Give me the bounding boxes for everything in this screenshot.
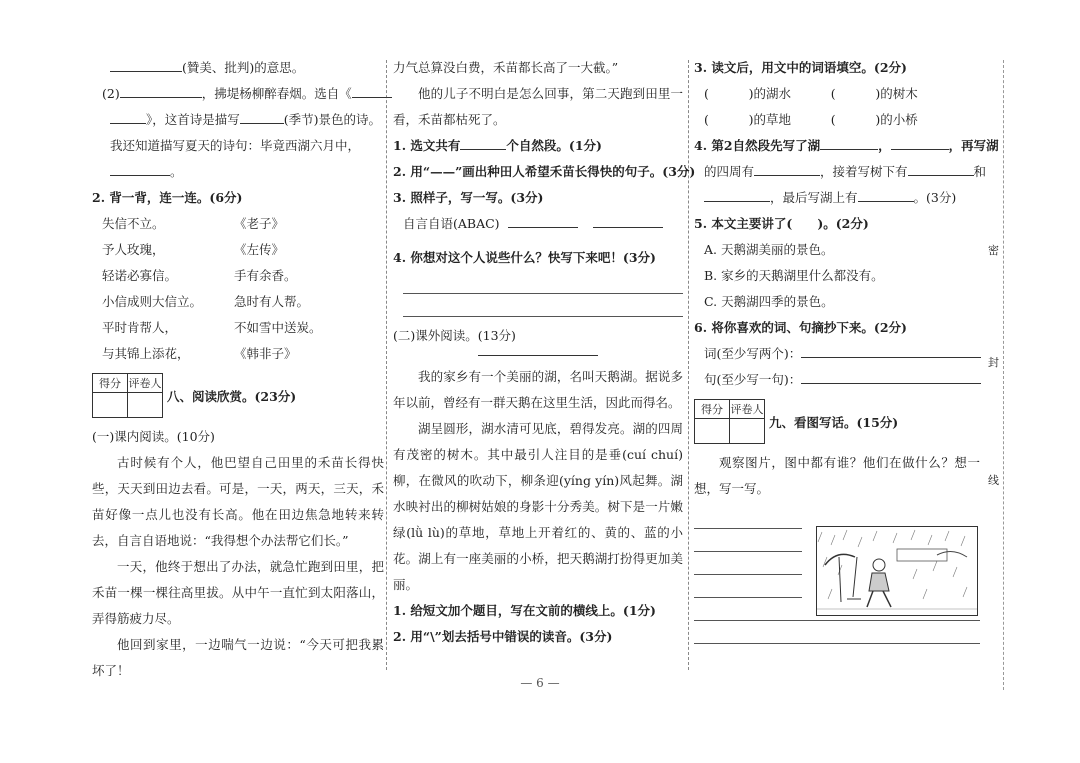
match-pairs bbox=[92, 211, 384, 367]
text-line: (2) ，拂堤杨柳醉春烟。选自《 bbox=[92, 81, 384, 107]
fill-row: ( )的草地 ( )的小桥 bbox=[704, 112, 918, 127]
match-right[interactable]: 急时有人帮。 bbox=[234, 294, 310, 309]
match-row bbox=[92, 263, 384, 289]
reviewer-label: 评卷人 bbox=[128, 374, 163, 393]
passage-paragraph: 一天，他终于想出了办法，就急忙跑到田里，把禾苗一棵一棵往高里拔。从中午一直忙到太阳落山，弄得筋疲力尽。 bbox=[92, 559, 384, 626]
question-5: 5. 本文主要讲了( )。(2分) bbox=[694, 216, 869, 231]
answer-blank[interactable] bbox=[110, 57, 182, 72]
match-right[interactable]: 不如雪中送炭。 bbox=[234, 320, 322, 335]
reviewer-cell[interactable] bbox=[128, 393, 163, 418]
answer-line[interactable] bbox=[694, 506, 802, 529]
question-4: 4. 第2自然段先写了湖 ， ，再写湖 bbox=[694, 133, 986, 159]
match-left[interactable]: 与其锦上添花， bbox=[102, 346, 190, 361]
match-left[interactable]: 小信成则大信立。 bbox=[102, 294, 203, 309]
question-3: 3. 读文后，用文中的词语填空。(2分) bbox=[694, 60, 907, 75]
match-row bbox=[92, 237, 384, 263]
answer-blank[interactable] bbox=[352, 83, 392, 98]
rain-scene-illustration bbox=[817, 527, 977, 615]
text-line: (贊美、批判)的意思。 bbox=[92, 55, 384, 81]
score-box bbox=[694, 399, 765, 444]
passage-paragraph: 他回到家里，一边喘气一边说：“今天可把我累坏了！ bbox=[92, 637, 384, 678]
question-2: 2. 背一背，连一连。(6分) bbox=[92, 190, 243, 205]
answer-line[interactable] bbox=[694, 552, 802, 575]
subsection-title: (一)课内阅读。(10分) bbox=[92, 429, 215, 444]
fill-row: ( )的湖水 ( )的树木 bbox=[704, 86, 918, 101]
column-middle bbox=[393, 55, 696, 650]
answer-blank[interactable] bbox=[240, 109, 284, 124]
answer-blank[interactable] bbox=[820, 135, 878, 150]
match-left[interactable]: 予人玫瑰， bbox=[102, 242, 165, 257]
answer-blank[interactable] bbox=[801, 369, 981, 384]
column-divider bbox=[688, 60, 689, 670]
answer-line[interactable] bbox=[403, 271, 683, 294]
question-4: 4. 你想对这个人说些什么？快写下来吧！(3分) bbox=[393, 250, 656, 265]
answer-blank[interactable] bbox=[110, 109, 146, 124]
seal-char: 密 bbox=[988, 240, 999, 260]
answer-blank[interactable] bbox=[704, 187, 770, 202]
section-9-header bbox=[694, 399, 986, 444]
passage-paragraph: 古时候有个人，他巴望自己田里的禾苗长得快些，天天到田边去看。可是，一天，两天，三天，禾苗好像一点儿也没有长高。他在田边焦急地转来转去，自言自语地说：“我得想个办法帮它们长。” bbox=[92, 455, 384, 548]
option-a[interactable]: A. 天鹅湖美丽的景色。 bbox=[704, 242, 834, 257]
column-left bbox=[92, 55, 384, 684]
answer-blank[interactable] bbox=[908, 161, 974, 176]
text-line: 。 bbox=[92, 159, 384, 185]
section-9-title: 九、看图写话。(15分) bbox=[769, 414, 899, 430]
sentence-line: 句(至少写一句)： bbox=[694, 367, 986, 393]
match-row bbox=[92, 315, 384, 341]
answer-blank[interactable] bbox=[120, 83, 202, 98]
answer-blank[interactable] bbox=[754, 161, 820, 176]
score-cell[interactable] bbox=[93, 393, 128, 418]
subsection-title: (二)课外阅读。(13分) bbox=[393, 328, 516, 343]
match-right[interactable]: 《韩非子》 bbox=[234, 346, 297, 361]
question-3: 3. 照样子，写一写。(3分) bbox=[393, 190, 544, 205]
section-8-header bbox=[92, 373, 384, 418]
answer-blank[interactable] bbox=[110, 161, 170, 176]
writing-prompt: 观察图片，图中都有谁？他们在做什么？想一想，写一写。 bbox=[694, 455, 980, 496]
seal-line bbox=[1003, 60, 1004, 690]
passage-line: 力气总算没白费，禾苗都长高了一大截。” bbox=[393, 60, 619, 75]
match-left[interactable]: 失信不立。 bbox=[102, 216, 165, 231]
writing-lines-short bbox=[694, 506, 802, 598]
reviewer-cell[interactable] bbox=[730, 419, 765, 444]
option-b[interactable]: B. 家乡的天鹅湖里什么都没有。 bbox=[704, 268, 884, 283]
match-right[interactable]: 手有余香。 bbox=[234, 268, 297, 283]
seal-char: 封 bbox=[988, 352, 999, 372]
match-left[interactable]: 轻诺必寡信。 bbox=[102, 268, 178, 283]
passage-paragraph: 他的儿子不明白是怎么回事，第二天跑到田里一看，禾苗都枯死了。 bbox=[393, 86, 683, 127]
match-row bbox=[92, 289, 384, 315]
question-6: 6. 将你喜欢的词、句摘抄下来。(2分) bbox=[694, 320, 907, 335]
word-line: 词(至少写两个)： bbox=[694, 341, 986, 367]
question-2: 2. 用“——”画出种田人希望禾苗长得快的句子。(3分) bbox=[393, 164, 696, 179]
option-c[interactable]: C. 天鹅湖四季的景色。 bbox=[704, 294, 834, 309]
text-line: 我还知道描写夏天的诗句：毕竟西湖六月中， bbox=[110, 138, 361, 153]
score-label: 得分 bbox=[93, 374, 128, 393]
answer-blank[interactable] bbox=[508, 213, 578, 228]
score-box bbox=[92, 373, 163, 418]
answer-blank[interactable] bbox=[891, 135, 949, 150]
reviewer-label: 评卷人 bbox=[730, 400, 765, 419]
column-divider bbox=[386, 60, 387, 670]
question-1: 1. 选文共有 个自然段。(1分) bbox=[393, 133, 683, 159]
text-line: 》，这首诗是描写 (季节)景色的诗。 bbox=[92, 107, 384, 133]
match-row bbox=[92, 341, 384, 367]
page-number: — 6 — bbox=[520, 676, 560, 690]
passage-paragraph: 湖呈圆形，湖水清可见底，碧得发亮。湖的四周有茂密的树木。其中最引人注目的是垂(cuí chuí)柳，在微风的吹动下，柳条迎(yíng yín)风起舞。湖水映衬出的柳树姑娘的身影十分秀美。树下是一片嫩绿(lǜ lù)的草地，草地上开着红的、黄的、蓝的小花。湖上有一座美丽的小桥，把天鹅湖打扮得更加美丽。 bbox=[393, 421, 683, 592]
answer-line[interactable] bbox=[694, 529, 802, 552]
match-row bbox=[92, 211, 384, 237]
score-label: 得分 bbox=[695, 400, 730, 419]
rain-picture bbox=[816, 526, 978, 616]
answer-line[interactable] bbox=[403, 294, 683, 317]
example-line: 自言自语(ABAC) bbox=[393, 211, 683, 237]
answer-blank[interactable] bbox=[858, 187, 914, 202]
question-1: 1. 给短文加个题目，写在文前的横线上。(1分) bbox=[393, 603, 656, 618]
title-blank[interactable] bbox=[478, 349, 598, 356]
question-2: 2. 用“\”划去括号中错误的读音。(3分) bbox=[393, 629, 613, 644]
match-left[interactable]: 平时肯帮人， bbox=[102, 320, 178, 335]
passage-paragraph: 我的家乡有一个美丽的湖，名叫天鹅湖。据说多年以前，曾经有一群天鹅在这里生活，因此而得名。 bbox=[393, 369, 683, 410]
text-line: 的四周有 ，接着写树下有 和 bbox=[694, 159, 986, 185]
answer-line[interactable] bbox=[694, 621, 980, 644]
answer-blank[interactable] bbox=[801, 343, 981, 358]
section-8-title: 八、阅读欣赏。(23分) bbox=[167, 388, 297, 404]
answer-blank[interactable] bbox=[460, 135, 506, 150]
answer-line[interactable] bbox=[694, 575, 802, 598]
text-line: ，最后写湖上有 。(3分) bbox=[694, 185, 986, 211]
seal-char: 线 bbox=[988, 470, 999, 490]
match-right[interactable]: 《左传》 bbox=[234, 242, 285, 257]
answer-blank[interactable] bbox=[593, 213, 663, 228]
score-cell[interactable] bbox=[695, 419, 730, 444]
match-right[interactable]: 《老子》 bbox=[234, 216, 285, 231]
